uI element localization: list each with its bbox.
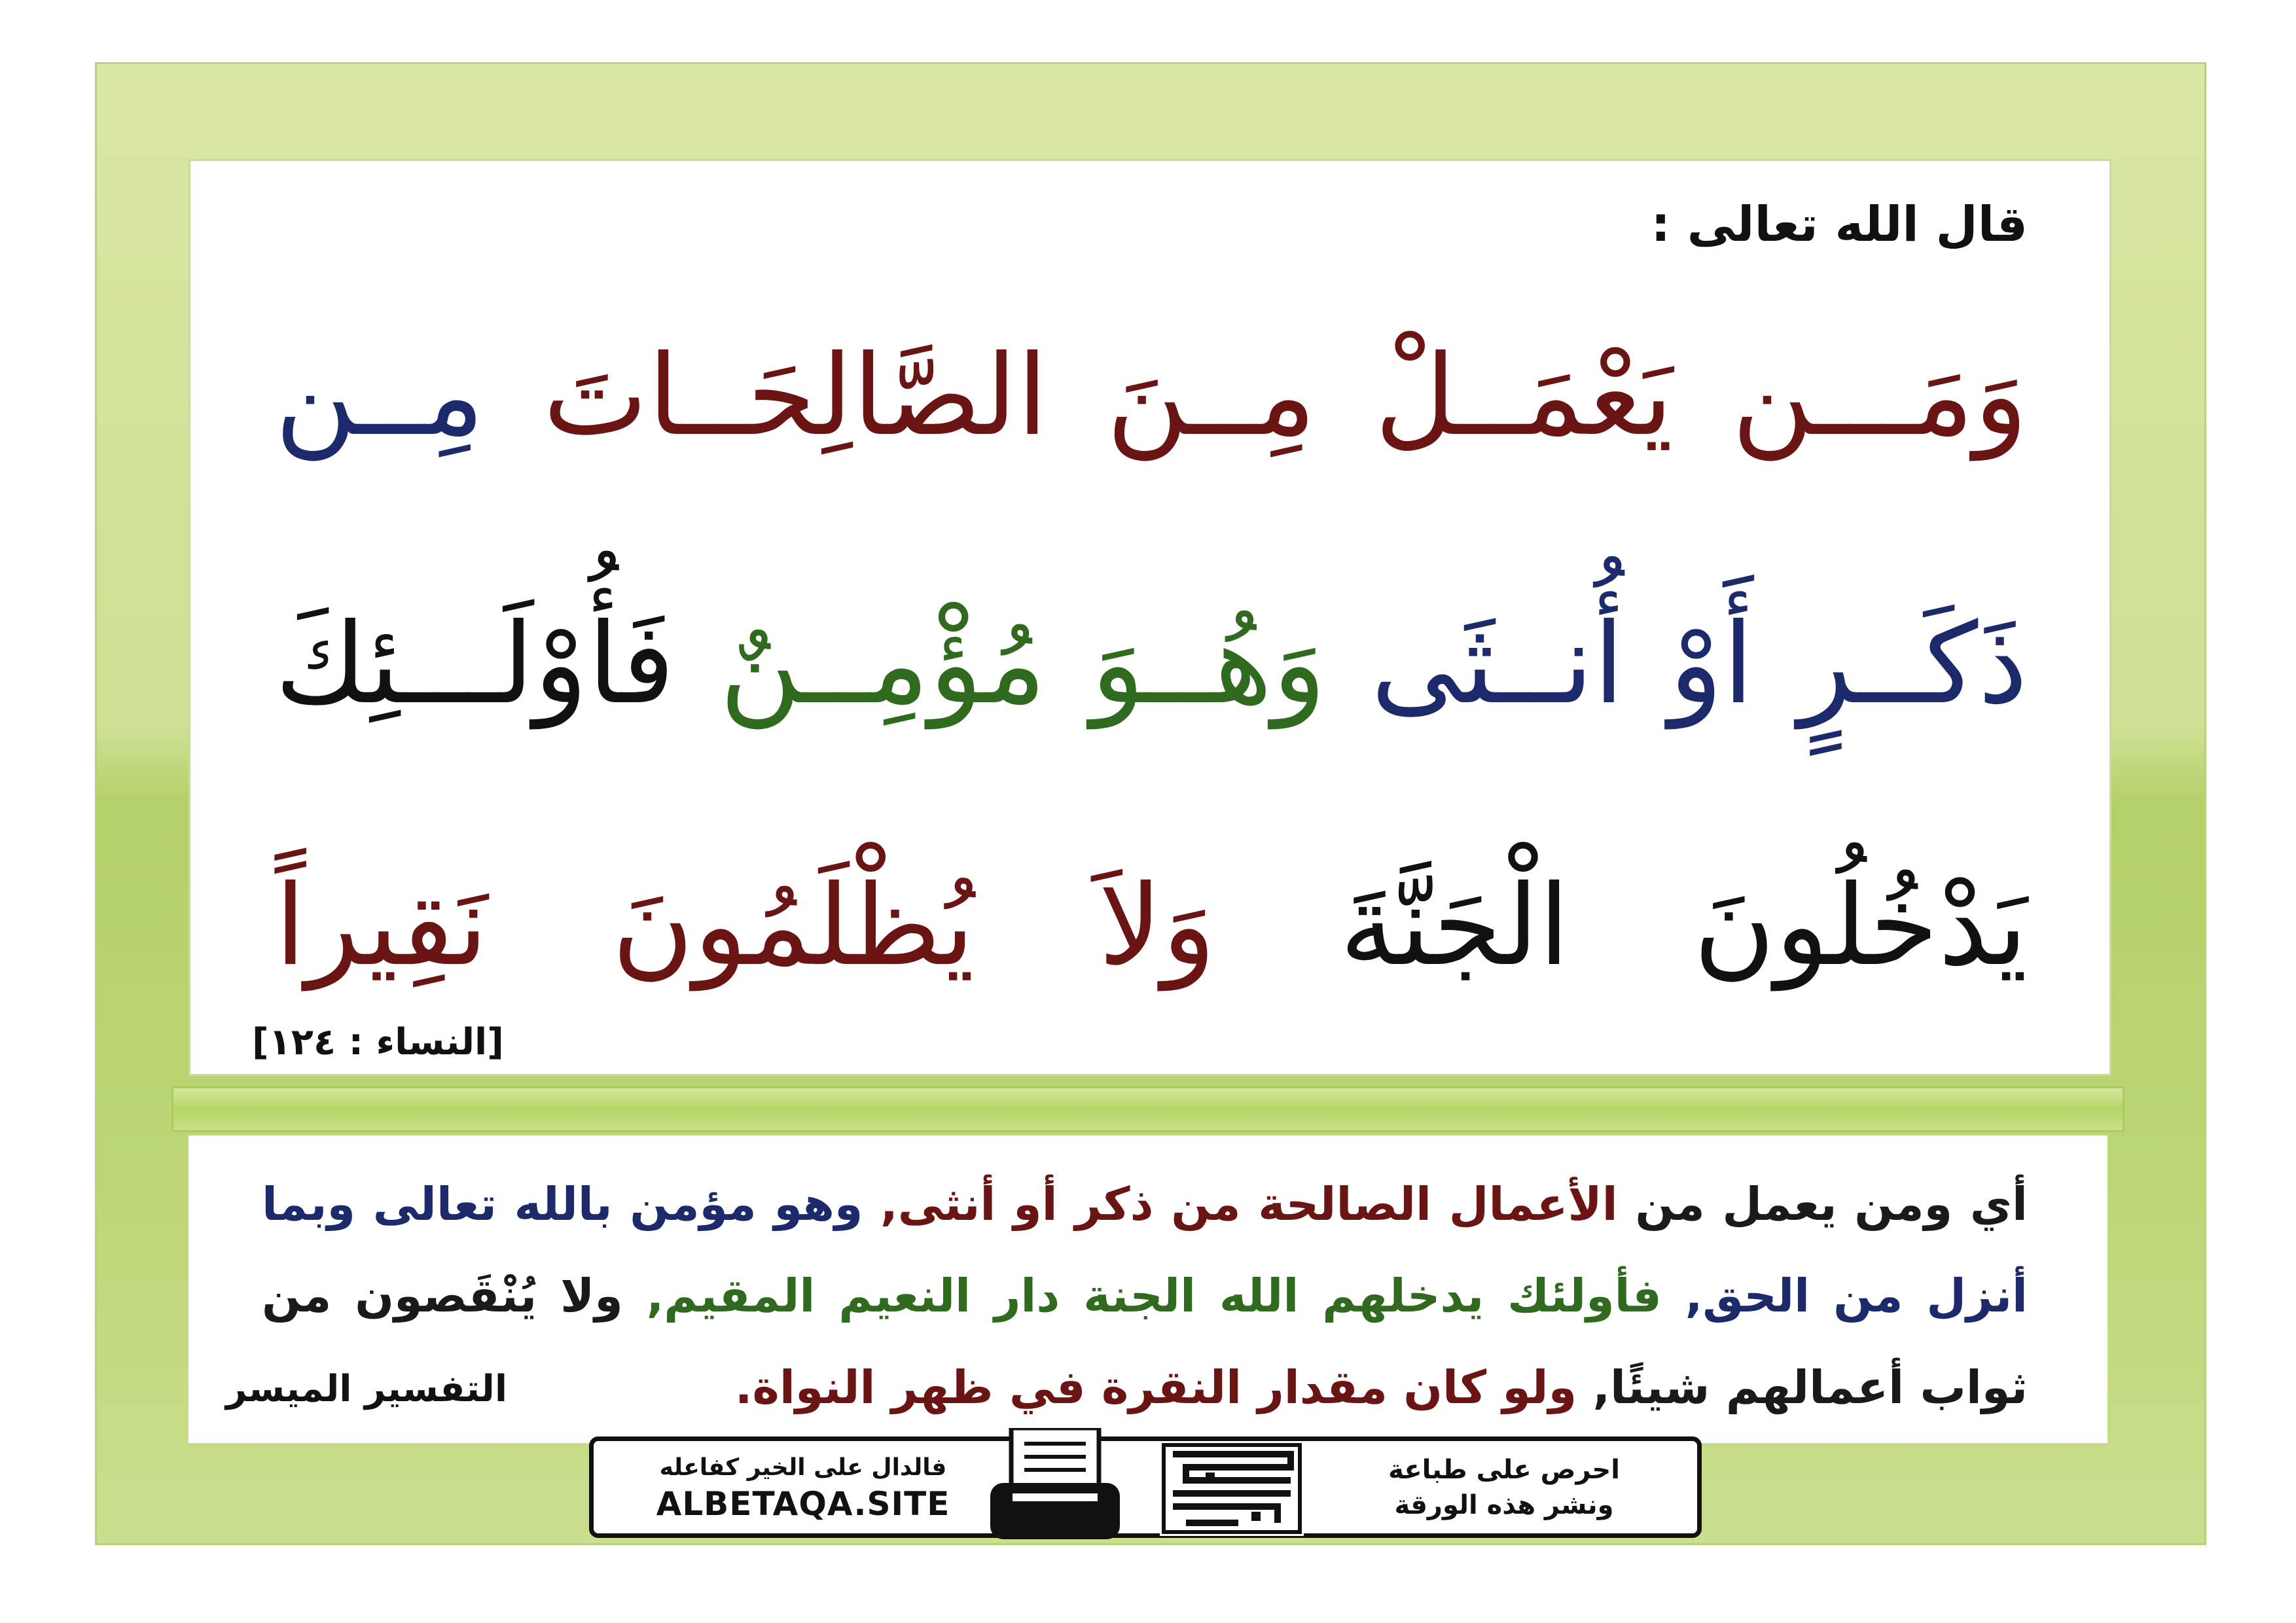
footer-right — [1311, 1441, 1697, 1533]
footer-slogan: فالدال على الخير كفاعله — [659, 1454, 947, 1481]
verse-segment: يَدْخُلُونَ الْجَنَّةَ — [1339, 861, 2028, 991]
footer-note-2: ونشر هذه الورقة — [1394, 1489, 1614, 1520]
verse-reference: [النساء : ١٢٤] — [252, 1021, 504, 1063]
verse-line-1 — [275, 331, 2028, 461]
verse-line-3 — [275, 861, 2028, 991]
footer-note-1: احرص على طباعة — [1388, 1454, 1620, 1485]
tafsir-segment: ولا يُنْقَصون من ثواب أعمالهم شيئًا, — [262, 1269, 2028, 1414]
logo-mark — [1160, 1441, 1304, 1536]
tafsir-segment: فأولئك يدخلهم الله الجنة دار النعيم المقيم, — [646, 1269, 1662, 1323]
verse-segment: وَهُــوَ مُؤْمِــنٌ — [719, 599, 1327, 729]
verse-segment: ذَكَــرٍ أَوْ أُنــثَى — [1371, 599, 2028, 729]
intro-heading: قال الله تعالى : — [1651, 196, 2028, 253]
verse-segment: فَأُوْلَـــئِكَ — [275, 599, 675, 729]
tafsir-text — [262, 1158, 2028, 1433]
divider-band — [171, 1086, 2125, 1132]
tafsir-segment: أي ومن يعمل من — [1617, 1177, 2028, 1231]
printer-icon — [986, 1428, 1124, 1546]
tafsir-segment: الأعمال الصالحة من ذكر أو أنثى, — [880, 1177, 1618, 1231]
verse-segment: وَلاَ يُظْلَمُونَ نَقِيراً — [275, 861, 1216, 991]
tafsir-source: التفسير الميسر — [226, 1368, 508, 1410]
tafsir-segment: ولو كان مقدار النقرة في ظهر النواة. — [734, 1361, 1577, 1414]
site-link[interactable]: ALBETAQA.SITE — [656, 1484, 950, 1523]
tafsir-segment: وهو مؤمن بالله تعالى وبما أنزل من الحق, — [262, 1177, 2028, 1323]
verse-segment: وَمَـــن يَعْمَــلْ مِــنَ الصَّالِحَــاتَ — [543, 331, 2028, 461]
verse-line-2 — [275, 599, 2028, 729]
verse-segment: مِــن — [275, 331, 485, 461]
footer-bar — [589, 1436, 1702, 1538]
footer-left — [594, 1441, 1013, 1533]
